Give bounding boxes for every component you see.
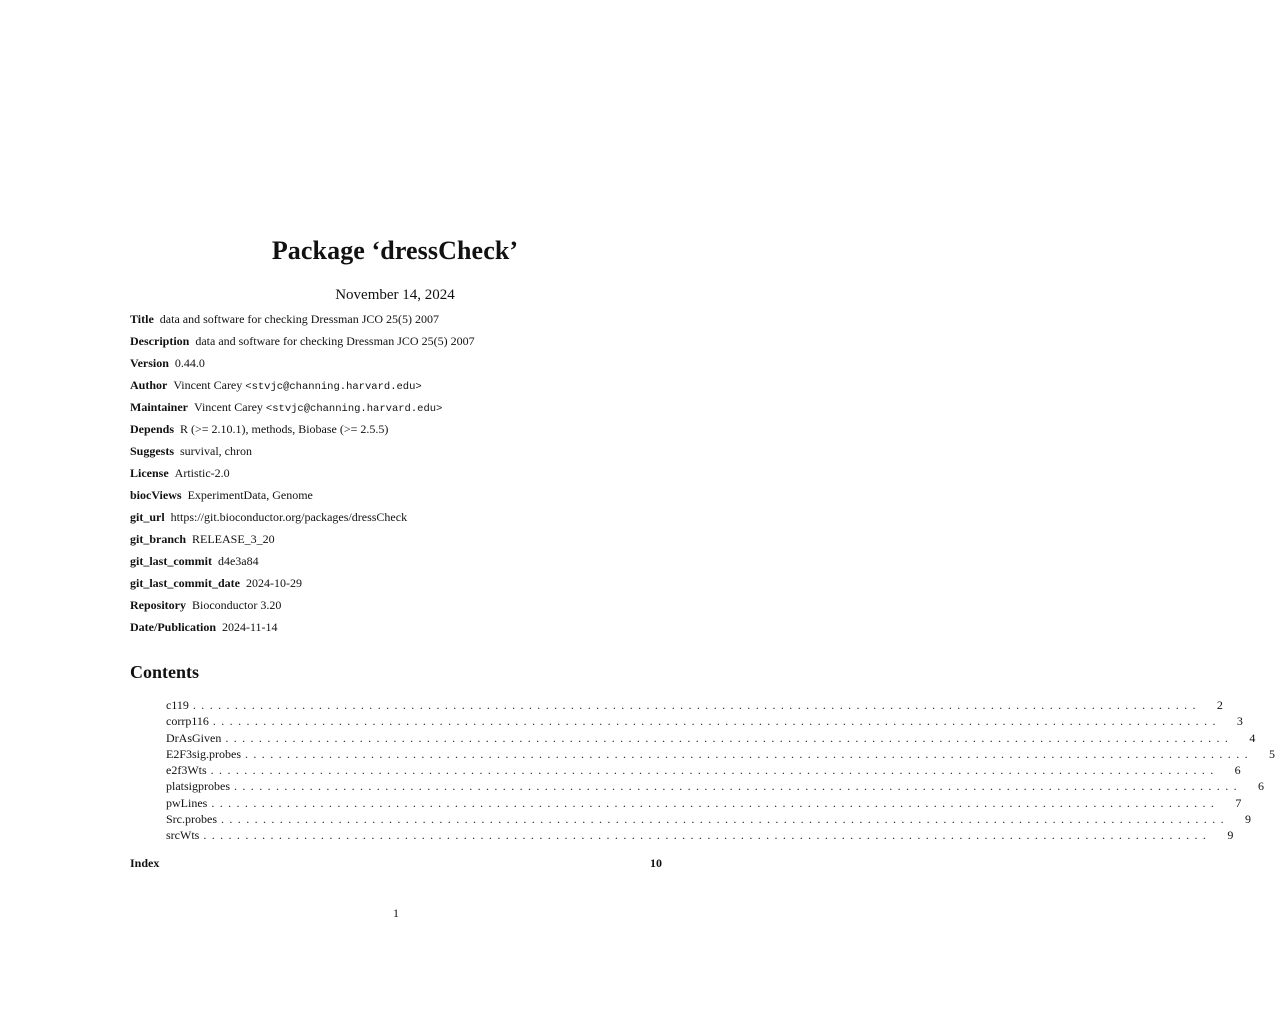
toc-entry[interactable] — [166, 827, 1234, 843]
toc-entry[interactable] — [166, 778, 1264, 794]
table-of-contents — [166, 697, 1275, 844]
maintainer-email: <stvjc@channing.harvard.edu> — [265, 403, 443, 415]
toc-entry-page[interactable]: 3 — [1236, 714, 1243, 729]
field-git-url — [130, 508, 670, 530]
toc-leader-dots: ........................................................................................................................ — [245, 746, 1253, 761]
toc-leader-dots: ........................................................................................................................ — [234, 779, 1242, 794]
field-key: git_last_commit — [130, 554, 212, 568]
field-key: Description — [130, 334, 190, 348]
package-title: Package ‘dressCheck’ — [271, 236, 519, 265]
field-license — [130, 464, 670, 486]
field-author — [130, 376, 670, 398]
field-key: git_branch — [130, 532, 187, 546]
toc-entry-page[interactable]: 5 — [1269, 746, 1275, 761]
toc-entry-name[interactable]: platsigprobes — [166, 779, 230, 794]
field-value: R (>= 2.10.1), methods, Biobase (>= 2.5.5) — [180, 422, 389, 436]
toc-leader-dots: ........................................................................................................................ — [212, 714, 1221, 729]
field-value: Vincent Carey — [194, 400, 266, 414]
toc-leader-dots: ........................................................................................................................ — [211, 795, 1220, 810]
field-value: survival, chron — [180, 444, 252, 458]
toc-entry-name[interactable]: srcWts — [166, 828, 200, 843]
toc-entry[interactable] — [166, 811, 1251, 827]
field-value: ExperimentData, Genome — [187, 488, 313, 502]
field-value: RELEASE_3_20 — [192, 532, 275, 546]
toc-leader-dots: ........................................................................................................................ — [225, 730, 1234, 745]
contents-heading: Contents — [130, 662, 200, 682]
field-key: License — [130, 466, 169, 480]
toc-entry-name[interactable]: Src.probes — [166, 812, 217, 827]
field-value: Bioconductor 3.20 — [192, 598, 282, 612]
field-key: Title — [130, 312, 154, 326]
toc-entry-name[interactable]: E2F3sig.probes — [166, 746, 241, 761]
description-fields — [130, 310, 670, 640]
field-value: 0.44.0 — [174, 356, 205, 370]
toc-leader-dots: ........................................................................................................................ — [210, 763, 1219, 778]
field-key: Depends — [130, 422, 175, 436]
author-email: <stvjc@channing.harvard.edu> — [245, 381, 422, 393]
toc-entry-name[interactable]: DrAsGiven — [166, 730, 222, 745]
toc-entry-name[interactable]: pwLines — [166, 795, 208, 810]
field-depends — [130, 420, 670, 442]
toc-entry-page[interactable]: 9 — [1245, 812, 1251, 827]
field-key: Author — [130, 378, 168, 392]
field-suggests — [130, 442, 670, 464]
field-key: Maintainer — [130, 400, 188, 414]
toc-entry-name[interactable]: c119 — [166, 698, 189, 712]
toc-entry-page[interactable]: 6 — [1234, 763, 1241, 778]
field-description — [130, 332, 670, 354]
field-title — [130, 310, 670, 332]
toc-leader-dots: ........................................................................................................................ — [192, 698, 1201, 712]
publication-date: November 14, 2024 — [335, 287, 455, 303]
field-key: git_last_commit_date — [130, 576, 240, 590]
toc-entry[interactable] — [166, 713, 1243, 729]
toc-entry-page[interactable]: 2 — [1216, 698, 1223, 712]
field-maintainer — [130, 398, 670, 420]
git-url-link[interactable]: https://git.bioconductor.org/packages/dressCheck — [170, 510, 408, 524]
field-value: Vincent Carey — [173, 378, 246, 392]
field-key: Version — [130, 356, 169, 370]
index-entry[interactable] — [130, 856, 662, 871]
field-git-last-commit-date — [130, 574, 670, 596]
toc-entry-name[interactable]: corrp116 — [166, 714, 209, 729]
field-git-branch — [130, 530, 670, 552]
toc-entry-page[interactable]: 6 — [1258, 779, 1264, 794]
toc-entry-page[interactable]: 7 — [1235, 795, 1242, 810]
field-key: biocViews — [130, 488, 182, 502]
field-biocviews — [130, 486, 670, 508]
toc-entry[interactable] — [166, 795, 1242, 811]
field-key: Date/Publication — [130, 620, 216, 634]
field-value: 2024-11-14 — [222, 620, 278, 634]
field-date-publication — [130, 618, 670, 640]
field-value: data and software for checking Dressman JCO 25(5) 2007 — [195, 334, 475, 348]
toc-entry[interactable] — [166, 697, 1223, 713]
toc-entry-name[interactable]: e2f3Wts — [166, 763, 207, 778]
field-git-last-commit — [130, 552, 670, 574]
index-page[interactable]: 10 — [650, 856, 662, 870]
field-value: Artistic-2.0 — [174, 466, 230, 480]
field-key: git_url — [130, 510, 165, 524]
field-value: data and software for checking Dressman JCO 25(5) 2007 — [159, 312, 440, 326]
page-number: 1 — [393, 906, 399, 920]
field-value: d4e3a84 — [217, 554, 259, 568]
field-repository — [130, 596, 670, 618]
toc-entry[interactable] — [166, 746, 1275, 762]
field-value: 2024-10-29 — [245, 576, 302, 590]
toc-leader-dots: ........................................................................................................................ — [221, 812, 1229, 827]
field-key: Suggests — [130, 444, 175, 458]
toc-entry-page[interactable]: 9 — [1227, 828, 1234, 843]
field-version — [130, 354, 670, 376]
toc-entry[interactable] — [166, 762, 1241, 778]
toc-entry[interactable] — [166, 730, 1256, 746]
toc-leader-dots: ........................................................................................................................ — [203, 828, 1212, 843]
toc-entry-page[interactable]: 4 — [1249, 730, 1256, 745]
field-key: Repository — [130, 598, 186, 612]
index-label[interactable]: Index — [130, 856, 160, 870]
